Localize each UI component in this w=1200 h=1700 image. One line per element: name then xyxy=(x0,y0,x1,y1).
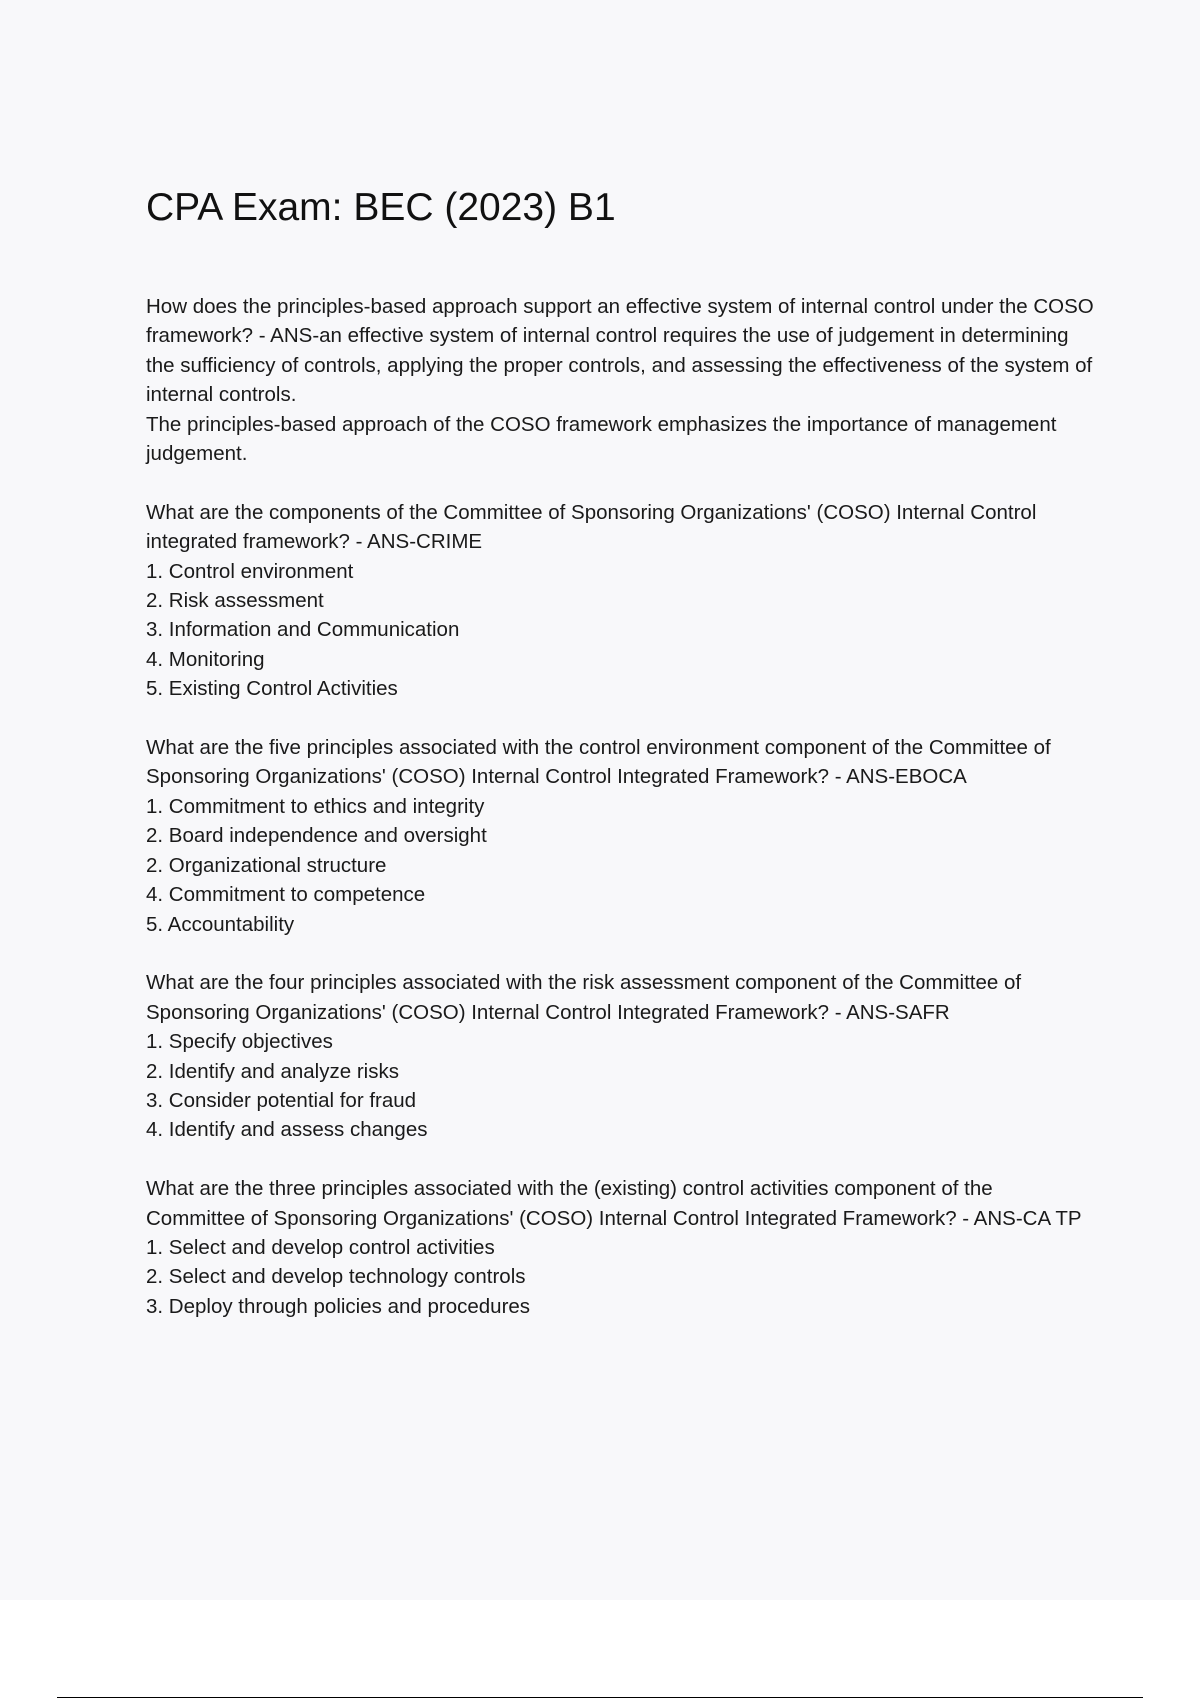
qa-block-2 xyxy=(146,498,1096,704)
document-content xyxy=(146,180,1096,1351)
qa-block-4 xyxy=(146,968,1096,1144)
list-item: 2. Board independence and oversight xyxy=(146,824,487,848)
list-item: 1. Specify objectives xyxy=(146,1030,333,1054)
qa-3-question: What are the five principles associated with the control environment component of the Committee of Sponsoring Organizations' (COSO) Internal Control Integrated Framework? - ANS-EBOCA xyxy=(146,736,1051,789)
list-item: 5. Accountability xyxy=(146,912,295,936)
list-item: 2. Identify and analyze risks xyxy=(146,1059,399,1083)
qa-4-list xyxy=(146,1027,1096,1145)
qa-2-question: What are the components of the Committee of Sponsoring Organizations' (COSO) Internal Control integrated framework? - ANS-CRIME xyxy=(146,500,1037,554)
list-item: 2. Select and develop technology controls xyxy=(146,1265,526,1289)
list-item: 3. Deploy through policies and procedures xyxy=(146,1294,531,1318)
qa-block-1 xyxy=(146,292,1096,468)
qa-5-list xyxy=(146,1233,1096,1321)
list-item: 4. Commitment to competence xyxy=(146,883,426,907)
list-item: 3. Information and Communication xyxy=(146,618,460,642)
qa-4-question: What are the four principles associated with the risk assessment component of the Committee of Sponsoring Organizations' (COSO) Internal Control Integrated Framework? - ANS-SAFR xyxy=(146,971,1022,1024)
list-item: 5. Existing Control Activities xyxy=(146,677,398,701)
qa-2-list xyxy=(146,557,1096,704)
qa-3-list xyxy=(146,792,1096,939)
qa-block-5 xyxy=(146,1174,1096,1321)
document-title: CPA Exam: BEC (2023) B1 xyxy=(146,186,616,229)
list-item: 4. Monitoring xyxy=(146,647,265,671)
list-item: 3. Consider potential for fraud xyxy=(146,1088,417,1112)
list-item: 2. Organizational structure xyxy=(146,853,387,877)
qa-1-note: The principles-based approach of the COSO framework emphasizes the importance of management judgement. xyxy=(146,412,1057,466)
list-item: 1. Control environment xyxy=(146,559,354,583)
list-item: 2. Risk assessment xyxy=(146,589,324,613)
qa-1-question: How does the principles-based approach support an effective system of internal control under the COSO framework? - ANS-an effective system of internal control requires the use of judgement in determining the sufficiency of controls, applying the proper controls, and assessing the effectiveness of the system of internal controls. xyxy=(146,295,1094,407)
list-item: 1. Commitment to ethics and integrity xyxy=(146,794,485,818)
qa-block-3 xyxy=(146,733,1096,939)
footer-divider xyxy=(57,1697,1143,1698)
list-item: 1. Select and develop control activities xyxy=(146,1235,495,1259)
list-item: 4. Identify and assess changes xyxy=(146,1118,428,1142)
qa-5-question: What are the three principles associated with the (existing) control activities component of the Committee of Sponsoring Organizations' (COSO) Internal Control Integrated Framework? - ANS-CA TP xyxy=(146,1177,1082,1230)
